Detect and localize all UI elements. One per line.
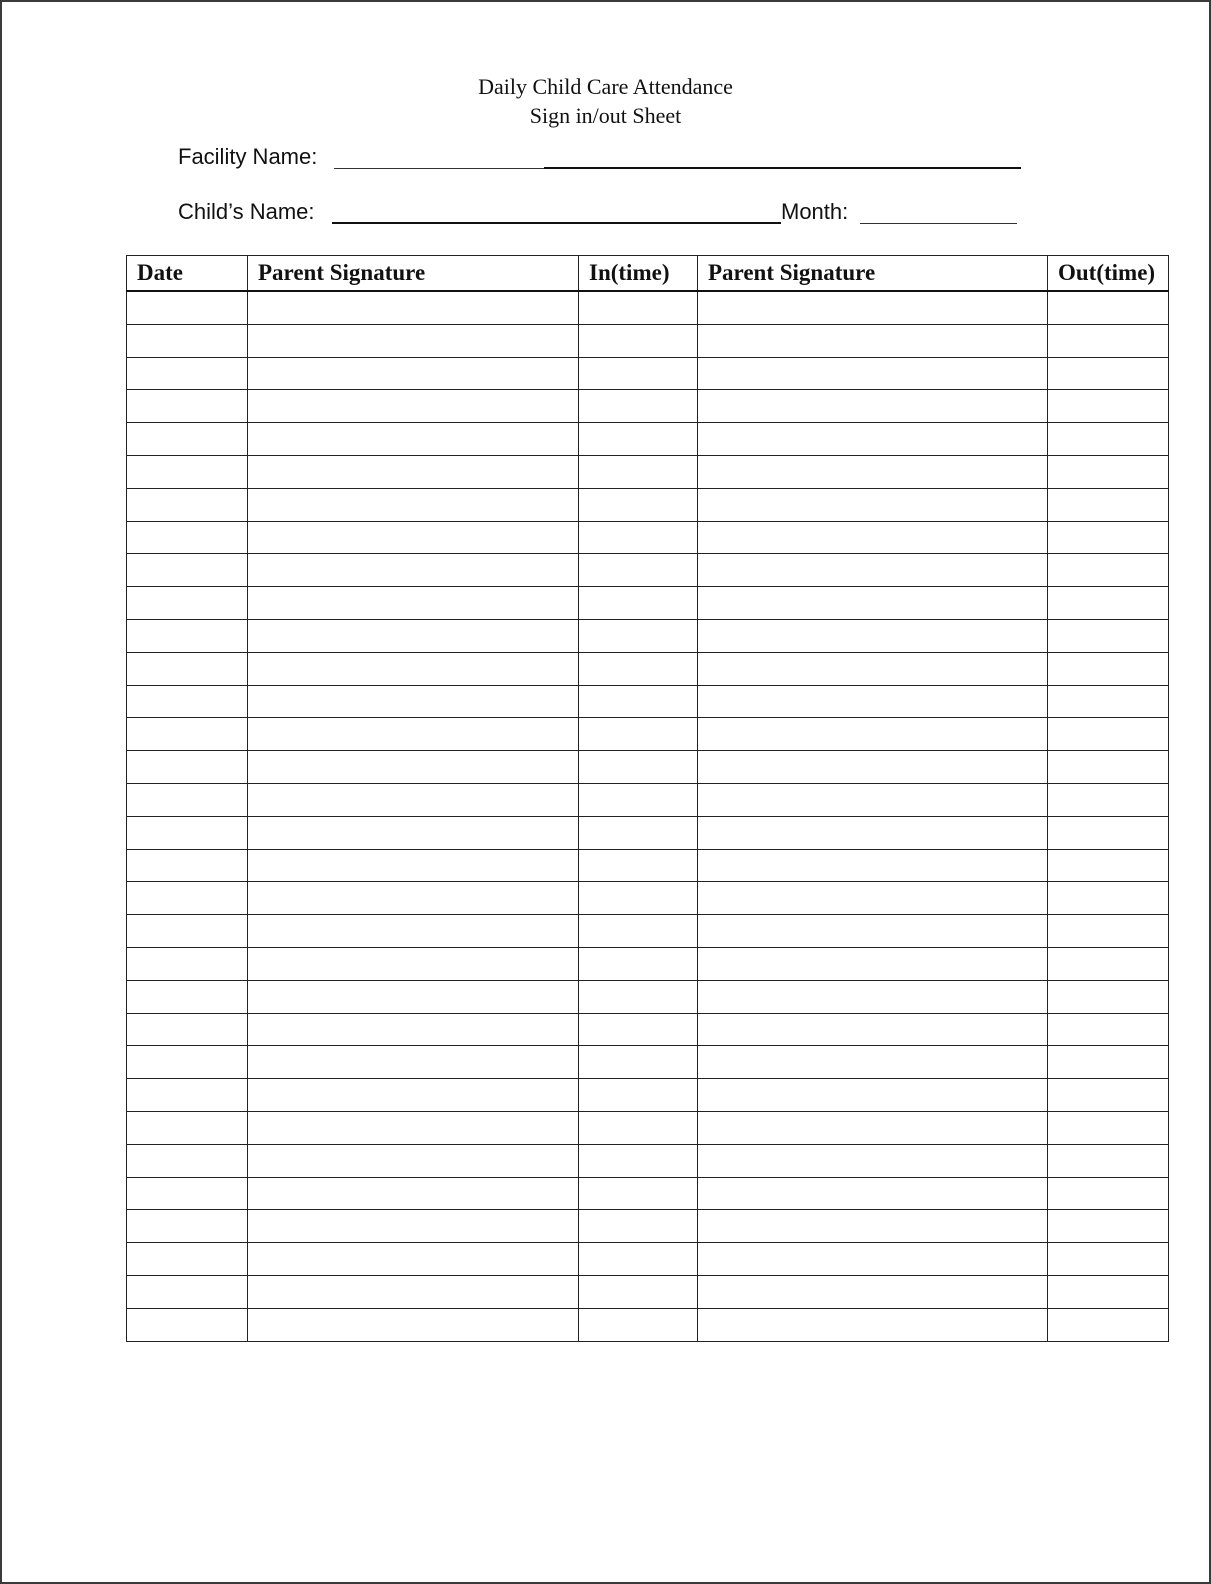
- parent-signature-out-cell[interactable]: [698, 1079, 1048, 1112]
- out-time-cell[interactable]: [1048, 1013, 1169, 1046]
- out-time-cell[interactable]: [1048, 1177, 1169, 1210]
- table-row: [127, 390, 1169, 423]
- facility-name-label: Facility Name:: [178, 144, 318, 169]
- date-cell[interactable]: [127, 1111, 248, 1144]
- out-time-cell[interactable]: [1048, 1275, 1169, 1308]
- facility-name-blank-short[interactable]: [334, 168, 544, 169]
- out-time-cell[interactable]: [1048, 1144, 1169, 1177]
- out-time-cell[interactable]: [1048, 521, 1169, 554]
- date-cell[interactable]: [127, 718, 248, 751]
- parent-signature-in-cell[interactable]: [248, 980, 579, 1013]
- date-cell[interactable]: [127, 652, 248, 685]
- table-row: [127, 783, 1169, 816]
- out-time-cell[interactable]: [1048, 587, 1169, 620]
- in-time-cell[interactable]: [579, 947, 698, 980]
- table-row: [127, 1079, 1169, 1112]
- child-name-label: Child’s Name:: [178, 199, 315, 224]
- in-time-cell[interactable]: [579, 1111, 698, 1144]
- parent-signature-out-cell[interactable]: [698, 554, 1048, 587]
- in-time-cell[interactable]: [579, 423, 698, 456]
- parent-signature-in-cell[interactable]: [248, 718, 579, 751]
- attendance-table: [126, 255, 1169, 1342]
- parent-signature-out-cell[interactable]: [698, 652, 1048, 685]
- out-time-cell[interactable]: [1048, 324, 1169, 357]
- table-row: [127, 751, 1169, 784]
- parent-signature-in-cell[interactable]: [248, 488, 579, 521]
- parent-signature-out-cell[interactable]: [698, 521, 1048, 554]
- in-time-cell[interactable]: [579, 1210, 698, 1243]
- out-time-cell[interactable]: [1048, 291, 1169, 324]
- date-cell[interactable]: [127, 1013, 248, 1046]
- in-time-cell[interactable]: [579, 554, 698, 587]
- parent-signature-in-cell[interactable]: [248, 652, 579, 685]
- parent-signature-out-cell[interactable]: [698, 1275, 1048, 1308]
- date-cell[interactable]: [127, 816, 248, 849]
- date-cell[interactable]: [127, 521, 248, 554]
- in-time-cell[interactable]: [579, 1243, 698, 1276]
- in-time-cell[interactable]: [579, 751, 698, 784]
- table-row: [127, 423, 1169, 456]
- out-time-cell[interactable]: [1048, 1111, 1169, 1144]
- parent-signature-out-cell[interactable]: [698, 1243, 1048, 1276]
- in-time-cell[interactable]: [579, 1177, 698, 1210]
- table-row: [127, 357, 1169, 390]
- parent-signature-in-cell[interactable]: [248, 554, 579, 587]
- date-cell[interactable]: [127, 1275, 248, 1308]
- parent-signature-out-cell[interactable]: [698, 1144, 1048, 1177]
- parent-signature-in-cell[interactable]: [248, 455, 579, 488]
- parent-signature-in-cell[interactable]: [248, 390, 579, 423]
- out-time-cell[interactable]: [1048, 357, 1169, 390]
- parent-signature-out-cell[interactable]: [698, 488, 1048, 521]
- parent-signature-in-cell[interactable]: [248, 1079, 579, 1112]
- date-cell[interactable]: [127, 488, 248, 521]
- facility-name-blank-long[interactable]: [544, 167, 1021, 169]
- in-time-cell[interactable]: [579, 390, 698, 423]
- table-row: [127, 521, 1169, 554]
- date-cell[interactable]: [127, 357, 248, 390]
- date-cell[interactable]: [127, 783, 248, 816]
- parent-signature-in-cell[interactable]: [248, 1177, 579, 1210]
- parent-signature-out-cell[interactable]: [698, 390, 1048, 423]
- parent-signature-out-cell[interactable]: [698, 619, 1048, 652]
- in-time-cell[interactable]: [579, 1275, 698, 1308]
- table-row: [127, 816, 1169, 849]
- out-time-cell[interactable]: [1048, 390, 1169, 423]
- table-row: [127, 1111, 1169, 1144]
- out-time-cell[interactable]: [1048, 619, 1169, 652]
- in-time-cell[interactable]: [579, 1144, 698, 1177]
- document-title: Daily Child Care Attendance: [478, 74, 733, 99]
- parent-signature-in-cell[interactable]: [248, 882, 579, 915]
- parent-signature-out-cell[interactable]: [698, 849, 1048, 882]
- month-blank[interactable]: [860, 223, 1017, 224]
- parent-signature-in-cell[interactable]: [248, 915, 579, 948]
- out-time-cell[interactable]: [1048, 816, 1169, 849]
- out-time-cell[interactable]: [1048, 980, 1169, 1013]
- parent-signature-out-cell[interactable]: [698, 915, 1048, 948]
- in-time-cell[interactable]: [579, 357, 698, 390]
- date-cell[interactable]: [127, 455, 248, 488]
- in-time-cell[interactable]: [579, 488, 698, 521]
- parent-signature-out-cell[interactable]: [698, 423, 1048, 456]
- attendance-table-body: [127, 291, 1169, 1341]
- out-time-cell[interactable]: [1048, 849, 1169, 882]
- date-cell[interactable]: [127, 751, 248, 784]
- parent-signature-out-cell[interactable]: [698, 1013, 1048, 1046]
- header-date: Date: [127, 256, 248, 292]
- out-time-cell[interactable]: [1048, 718, 1169, 751]
- in-time-cell[interactable]: [579, 915, 698, 948]
- in-time-cell[interactable]: [579, 882, 698, 915]
- table-row: [127, 980, 1169, 1013]
- parent-signature-out-cell[interactable]: [698, 718, 1048, 751]
- parent-signature-in-cell[interactable]: [248, 587, 579, 620]
- parent-signature-in-cell[interactable]: [248, 783, 579, 816]
- out-time-cell[interactable]: [1048, 1079, 1169, 1112]
- in-time-cell[interactable]: [579, 980, 698, 1013]
- date-cell[interactable]: [127, 915, 248, 948]
- date-cell[interactable]: [127, 1210, 248, 1243]
- month-label: Month:: [781, 199, 849, 224]
- parent-signature-out-cell[interactable]: [698, 685, 1048, 718]
- in-time-cell[interactable]: [579, 1046, 698, 1079]
- parent-signature-in-cell[interactable]: [248, 357, 579, 390]
- in-time-cell[interactable]: [579, 685, 698, 718]
- out-time-cell[interactable]: [1048, 915, 1169, 948]
- in-time-cell[interactable]: [579, 718, 698, 751]
- date-cell[interactable]: [127, 324, 248, 357]
- table-header-row: [127, 256, 1169, 292]
- parent-signature-in-cell[interactable]: [248, 849, 579, 882]
- table-row: [127, 291, 1169, 324]
- table-row: [127, 488, 1169, 521]
- table-row: [127, 1144, 1169, 1177]
- parent-signature-in-cell[interactable]: [248, 816, 579, 849]
- date-cell[interactable]: [127, 1079, 248, 1112]
- table-row: [127, 1046, 1169, 1079]
- parent-signature-in-cell[interactable]: [248, 1111, 579, 1144]
- parent-signature-out-cell[interactable]: [698, 455, 1048, 488]
- table-row: [127, 1210, 1169, 1243]
- table-row: [127, 652, 1169, 685]
- table-row: [127, 554, 1169, 587]
- header-parent-signature-out: Parent Signature: [698, 256, 1048, 292]
- date-cell[interactable]: [127, 685, 248, 718]
- title-block: [2, 72, 1209, 130]
- out-time-cell[interactable]: [1048, 488, 1169, 521]
- date-cell[interactable]: [127, 980, 248, 1013]
- date-cell[interactable]: [127, 1046, 248, 1079]
- parent-signature-out-cell[interactable]: [698, 1308, 1048, 1341]
- child-name-blank[interactable]: [332, 222, 781, 224]
- out-time-cell[interactable]: [1048, 455, 1169, 488]
- in-time-cell[interactable]: [579, 619, 698, 652]
- table-row: [127, 915, 1169, 948]
- out-time-cell[interactable]: [1048, 1308, 1169, 1341]
- parent-signature-in-cell[interactable]: [248, 1243, 579, 1276]
- in-time-cell[interactable]: [579, 783, 698, 816]
- date-cell[interactable]: [127, 554, 248, 587]
- table-row: [127, 849, 1169, 882]
- parent-signature-out-cell[interactable]: [698, 947, 1048, 980]
- date-cell[interactable]: [127, 882, 248, 915]
- parent-signature-out-cell[interactable]: [698, 1210, 1048, 1243]
- date-cell[interactable]: [127, 1243, 248, 1276]
- out-time-cell[interactable]: [1048, 947, 1169, 980]
- out-time-cell[interactable]: [1048, 685, 1169, 718]
- date-cell[interactable]: [127, 587, 248, 620]
- out-time-cell[interactable]: [1048, 751, 1169, 784]
- in-time-cell[interactable]: [579, 652, 698, 685]
- document-subtitle: Sign in/out Sheet: [529, 103, 682, 128]
- parent-signature-out-cell[interactable]: [698, 1177, 1048, 1210]
- parent-signature-in-cell[interactable]: [248, 1046, 579, 1079]
- in-time-cell[interactable]: [579, 849, 698, 882]
- parent-signature-out-cell[interactable]: [698, 587, 1048, 620]
- parent-signature-in-cell[interactable]: [248, 521, 579, 554]
- date-cell[interactable]: [127, 1308, 248, 1341]
- parent-signature-in-cell[interactable]: [248, 685, 579, 718]
- parent-signature-in-cell[interactable]: [248, 751, 579, 784]
- parent-signature-in-cell[interactable]: [248, 947, 579, 980]
- parent-signature-in-cell[interactable]: [248, 1308, 579, 1341]
- out-time-cell[interactable]: [1048, 1046, 1169, 1079]
- out-time-cell[interactable]: [1048, 882, 1169, 915]
- out-time-cell[interactable]: [1048, 554, 1169, 587]
- parent-signature-out-cell[interactable]: [698, 357, 1048, 390]
- header-parent-signature-in: Parent Signature: [248, 256, 579, 292]
- table-row: [127, 1177, 1169, 1210]
- date-cell[interactable]: [127, 291, 248, 324]
- out-time-cell[interactable]: [1048, 1243, 1169, 1276]
- date-cell[interactable]: [127, 423, 248, 456]
- table-row: [127, 1275, 1169, 1308]
- table-row: [127, 718, 1169, 751]
- parent-signature-out-cell[interactable]: [698, 1046, 1048, 1079]
- parent-signature-in-cell[interactable]: [248, 1144, 579, 1177]
- in-time-cell[interactable]: [579, 455, 698, 488]
- table-row: [127, 947, 1169, 980]
- date-cell[interactable]: [127, 1144, 248, 1177]
- in-time-cell[interactable]: [579, 1013, 698, 1046]
- out-time-cell[interactable]: [1048, 1210, 1169, 1243]
- in-time-cell[interactable]: [579, 324, 698, 357]
- header-in-time: In(time): [579, 256, 698, 292]
- in-time-cell[interactable]: [579, 1079, 698, 1112]
- parent-signature-out-cell[interactable]: [698, 1111, 1048, 1144]
- parent-signature-in-cell[interactable]: [248, 423, 579, 456]
- out-time-cell[interactable]: [1048, 423, 1169, 456]
- out-time-cell[interactable]: [1048, 783, 1169, 816]
- parent-signature-out-cell[interactable]: [698, 882, 1048, 915]
- table-row: [127, 455, 1169, 488]
- date-cell[interactable]: [127, 849, 248, 882]
- in-time-cell[interactable]: [579, 816, 698, 849]
- date-cell[interactable]: [127, 947, 248, 980]
- parent-signature-out-cell[interactable]: [698, 291, 1048, 324]
- parent-signature-out-cell[interactable]: [698, 783, 1048, 816]
- in-time-cell[interactable]: [579, 1308, 698, 1341]
- in-time-cell[interactable]: [579, 521, 698, 554]
- parent-signature-out-cell[interactable]: [698, 751, 1048, 784]
- table-row: [127, 882, 1169, 915]
- date-cell[interactable]: [127, 390, 248, 423]
- parent-signature-in-cell[interactable]: [248, 1275, 579, 1308]
- parent-signature-out-cell[interactable]: [698, 324, 1048, 357]
- parent-signature-in-cell[interactable]: [248, 1210, 579, 1243]
- parent-signature-in-cell[interactable]: [248, 324, 579, 357]
- in-time-cell[interactable]: [579, 587, 698, 620]
- date-cell[interactable]: [127, 619, 248, 652]
- header-out-time: Out(time): [1048, 256, 1169, 292]
- table-row: [127, 587, 1169, 620]
- table-row: [127, 685, 1169, 718]
- table-row: [127, 324, 1169, 357]
- in-time-cell[interactable]: [579, 291, 698, 324]
- parent-signature-in-cell[interactable]: [248, 291, 579, 324]
- parent-signature-out-cell[interactable]: [698, 980, 1048, 1013]
- table-row: [127, 1013, 1169, 1046]
- parent-signature-in-cell[interactable]: [248, 1013, 579, 1046]
- table-row: [127, 1308, 1169, 1341]
- date-cell[interactable]: [127, 1177, 248, 1210]
- out-time-cell[interactable]: [1048, 652, 1169, 685]
- parent-signature-out-cell[interactable]: [698, 816, 1048, 849]
- table-row: [127, 619, 1169, 652]
- parent-signature-in-cell[interactable]: [248, 619, 579, 652]
- table-row: [127, 1243, 1169, 1276]
